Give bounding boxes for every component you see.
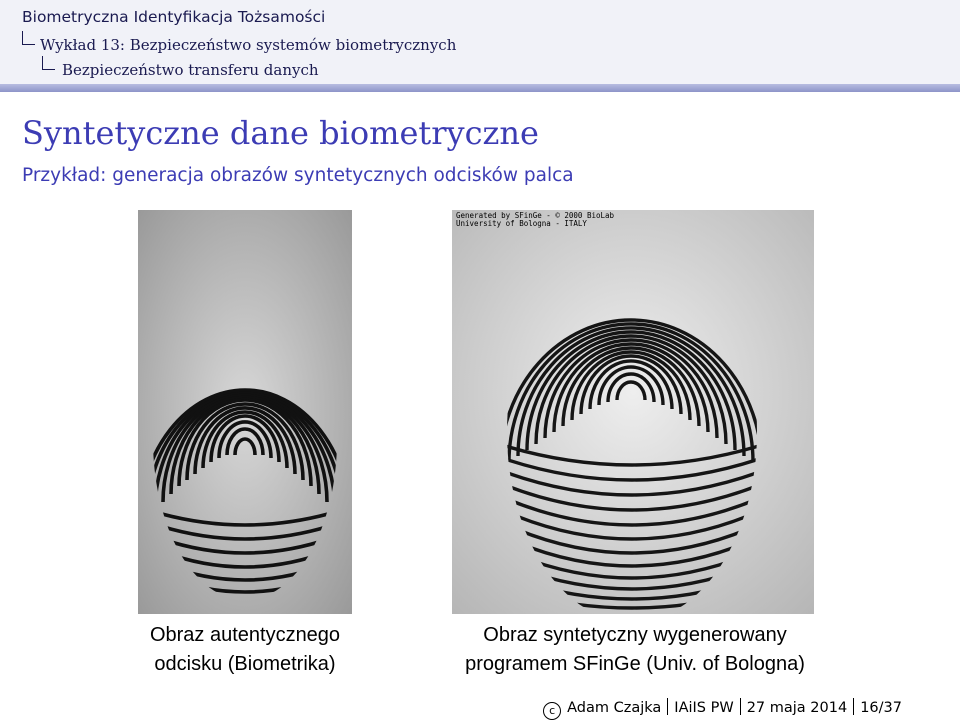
slide-title: Syntetyczne dane biometryczne (22, 114, 539, 152)
synthetic-caption-line-1: Obraz syntetyczny wygenerowany (483, 624, 787, 646)
section-title (22, 61, 319, 79)
watermark-line-1: Generated by SFinGe - © 2000 BioLab (456, 211, 615, 220)
synthetic-caption (420, 621, 850, 679)
authentic-caption-line-1: Obraz autentycznego (149, 624, 341, 646)
footer-separator (853, 698, 854, 715)
copyright-icon: c (543, 702, 561, 720)
slide-subtitle: Przykład: generacja obrazów syntetycznych odcisków palca (22, 165, 574, 186)
footer (543, 698, 902, 720)
footer-separator (667, 698, 668, 715)
section-title-text: Bezpieczeństwo transferu danych (62, 61, 319, 79)
footer-separator (740, 698, 741, 715)
synthetic-caption-line-2: programem SFinGe (Univ. of Bologna) (465, 653, 805, 675)
footer-page-number: 16/37 (860, 700, 902, 716)
course-title: Biometryczna Identyfikacja Tożsamości (22, 8, 326, 26)
authentic-fingerprint-image (138, 210, 352, 614)
watermark-line-2: University of Bologna - ITALY (456, 219, 587, 228)
synthetic-fingerprint-image (452, 210, 814, 614)
footer-date: 27 maja 2014 (746, 700, 848, 716)
authentic-caption (120, 621, 370, 679)
authentic-caption-line-2: odcisku (Biometrika) (154, 653, 336, 675)
footer-author: Adam Czajka (567, 700, 662, 716)
footer-institute: IAiIS PW (674, 700, 734, 716)
lecture-title (22, 36, 456, 54)
header-divider (0, 84, 960, 92)
lecture-title-text: Wykład 13: Bezpieczeństwo systemów biometrycznych (40, 36, 457, 54)
